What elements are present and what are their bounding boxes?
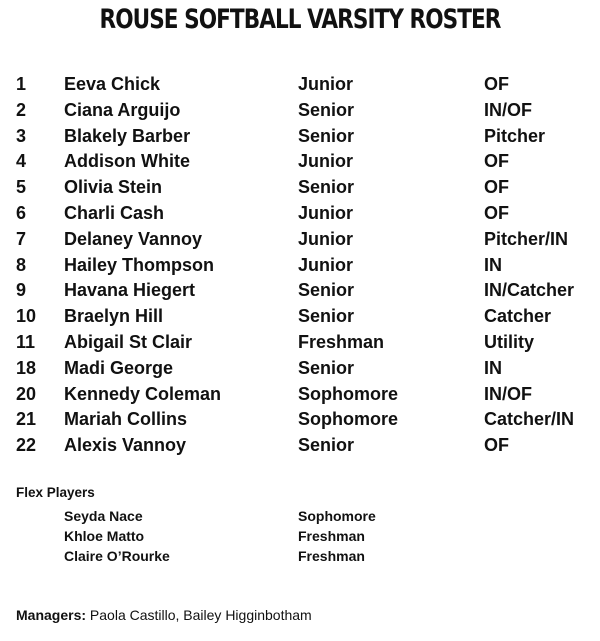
- player-position: Pitcher/IN: [484, 228, 569, 249]
- player-position: Pitcher: [484, 125, 546, 146]
- player-name: Olivia Stein: [64, 177, 163, 198]
- player-number: 11: [16, 331, 36, 352]
- roster-row: [0, 330, 600, 356]
- flex-player-row: [0, 526, 600, 546]
- player-year: Senior: [298, 435, 355, 456]
- player-name: Blakely Barber: [64, 125, 191, 146]
- roster-row: [0, 253, 600, 279]
- player-number: 3: [16, 125, 27, 146]
- roster-row: [0, 407, 600, 433]
- player-position: OF: [484, 74, 509, 94]
- player-position: Catcher: [484, 306, 552, 327]
- player-name: Abigail St Clair: [64, 331, 193, 352]
- player-year: Senior: [298, 99, 355, 120]
- player-position: OF: [484, 151, 509, 172]
- player-position: Catcher/IN: [484, 409, 575, 430]
- managers-label: Managers:: [16, 607, 87, 623]
- roster-row: [0, 124, 600, 150]
- roster-row: [0, 304, 600, 330]
- flex-player-year: Sophomore: [298, 508, 376, 524]
- player-number: 10: [16, 306, 37, 327]
- player-number: 21: [16, 409, 37, 430]
- player-year: Junior: [298, 74, 354, 94]
- player-year: Sophomore: [298, 383, 399, 404]
- player-name: Eeva Chick: [64, 74, 161, 94]
- player-name: Charli Cash: [64, 202, 165, 223]
- player-position: IN/Catcher: [484, 280, 575, 301]
- managers-names: Paola Castillo, Bailey Higginbotham: [89, 607, 312, 623]
- player-name: Hailey Thompson: [64, 254, 215, 275]
- player-position: Utility: [484, 331, 535, 352]
- flex-player-year: Freshman: [298, 528, 365, 544]
- player-year: Sophomore: [298, 409, 399, 430]
- player-position: OF: [484, 177, 509, 198]
- player-year: Senior: [298, 125, 355, 146]
- player-position: OF: [484, 202, 509, 223]
- player-position: IN: [484, 254, 502, 275]
- roster-row: [0, 201, 600, 227]
- player-name: Mariah Collins: [64, 409, 188, 430]
- player-year: Freshman: [298, 331, 385, 352]
- flex-player-row: [0, 506, 600, 526]
- flex-players-heading: Flex Players: [16, 485, 95, 500]
- player-name: Ciana Arguijo: [64, 99, 181, 120]
- player-name: Kennedy Coleman: [64, 383, 222, 404]
- roster-title: ROUSE SOFTBALL VARSITY ROSTER: [99, 4, 501, 35]
- player-year: Senior: [298, 280, 355, 301]
- player-number: 1: [16, 74, 27, 94]
- flex-players-list: [0, 506, 600, 566]
- flex-player-name: Seyda Nace: [64, 508, 143, 524]
- player-position: IN/OF: [484, 383, 532, 404]
- player-number: 20: [16, 383, 37, 404]
- roster-list: [0, 72, 600, 459]
- player-name: Madi George: [64, 357, 174, 378]
- roster-row: [0, 356, 600, 382]
- player-year: Junior: [298, 254, 354, 275]
- roster-row: [0, 227, 600, 253]
- flex-player-year: Freshman: [298, 548, 365, 564]
- flex-player-name: Khloe Matto: [64, 528, 145, 544]
- player-number: 5: [16, 177, 27, 198]
- player-number: 18: [16, 357, 37, 378]
- roster-row: [0, 149, 600, 175]
- player-year: Senior: [298, 357, 355, 378]
- player-name: Delaney Vannoy: [64, 228, 203, 249]
- player-number: 22: [16, 435, 37, 456]
- flex-player-row: [0, 546, 600, 566]
- player-number: 2: [16, 99, 27, 120]
- player-name: Addison White: [64, 151, 190, 172]
- player-number: 4: [16, 151, 27, 172]
- player-name: Braelyn Hill: [64, 306, 164, 327]
- player-year: Junior: [298, 202, 354, 223]
- player-name: Alexis Vannoy: [64, 435, 187, 456]
- roster-row: [0, 382, 600, 408]
- player-name: Havana Hiegert: [64, 280, 196, 301]
- player-number: 7: [16, 228, 27, 249]
- roster-row: [0, 278, 600, 304]
- managers-line: [16, 607, 312, 623]
- player-year: Senior: [298, 177, 355, 198]
- player-position: IN/OF: [484, 99, 532, 120]
- roster-row: [0, 98, 600, 124]
- player-number: 8: [16, 254, 27, 275]
- player-number: 6: [16, 202, 27, 223]
- roster-row: [0, 175, 600, 201]
- player-position: IN: [484, 357, 502, 378]
- flex-player-name: Claire O’Rourke: [64, 548, 170, 564]
- roster-row: [0, 72, 600, 98]
- player-number: 9: [16, 280, 27, 301]
- player-year: Senior: [298, 306, 355, 327]
- player-year: Junior: [298, 228, 354, 249]
- player-year: Junior: [298, 151, 354, 172]
- player-position: OF: [484, 435, 509, 456]
- roster-row: [0, 433, 600, 459]
